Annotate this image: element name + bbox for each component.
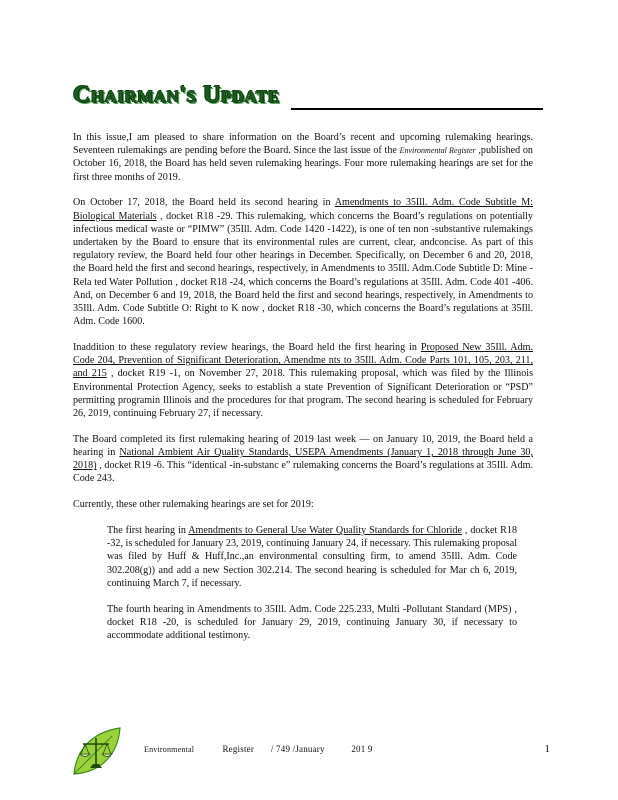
docket-link-r19-6[interactable]: National Ambient Air Quality Standards, USEPA Amendments (January 1, 2018 through June 30, 2018) [73, 447, 534, 472]
upcoming-hearings-list [73, 524, 533, 643]
footer-citation [144, 744, 373, 754]
docket-link-r19-1[interactable]: Proposed New 35Ill. Adm. Code 204, Prevention of Significant Deterioration, Amendme nts to 35Ill. Adm. Code Parts 101, 105, 203, 211, and 215 [73, 342, 533, 380]
banner-title: Chairman's Update [73, 82, 280, 108]
page-footer [70, 724, 550, 784]
paragraph-psd-hearing: Inaddition to these regulatory review hearings, the Board held the first hearing in Proposed New 35Ill. Adm. Code 204, Prevention of Significant Deterioration, Amendme nts to 35Ill. Adm. Code Parts 101, 105, 203, 211, and 215 , docket R19 -1, on November 27, 2018. This rulemaking proposal, which was filed by the Illinois Environmental Protection Agency, seeks to establish a state Prevention of Significant Deterioration or “PSD” permitting programin Illinois and the procedures for that program. The second hearing is scheduled for February 26, 2019, continuing February 27, if necessary. [73, 342, 533, 420]
footer-year: 201 9 [351, 744, 373, 754]
docket-link-r18-32[interactable]: Amendments to General Use Water Quality Standards for Chloride [188, 525, 462, 537]
list-item: The first hearing in Amendments to General Use Water Quality Standards for Chloride , docket R18 -32, is scheduled for January 23, 2019, continuing January 24, if necessary. This rulemaking proposal was filed by Huff & Huff,Inc.,an environmental consulting firm, to amend 35Ill. Adm. Code 302.208(g)) and add a new Section 302.214. The second hearing is scheduled for Mar ch 6, 2019, continuing March 7, if necessary. [107, 525, 518, 589]
footer-register: Register [222, 744, 255, 754]
footer-publication: Environmental [144, 745, 195, 754]
docket-link-r18-29[interactable]: Amendments to 35Ill. Adm. Code Subtitle M: Biological Materials [73, 197, 533, 222]
paragraph-october-hearings: On October 17, 2018, the Board held its second hearing in Amendments to 35Ill. Adm. Code Subtitle M: Biological Materials , docket R18 -29. This rulemaking, which concerns the Board’s regulations on potentially infectious medical waste or “PIMW” (35Ill. Adm. Code 1420 -1422), is one of ten non -substantive rulemakings undertaken by the Board to ensure that its environmental rules are current, clear, andconcise. As part of this regulatory review, the Board held four other hearings in December. Specifically, on December 6 and 20, 2018, the Board held the first and second hearings, respectively, in Amendments to 35Ill. Adm.Code Subtitle D: Mine -Rela ted Water Pollution , docket R18 -24, which concerns the Board’s regulations at 35Ill. Adm. Code 401 -406. And, on December 6 and 19, 2018, the Board held the first and second hearings, respectively, in Amendments to 35Ill. Adm. Code Subtitle O: Right to K now , docket R18 -30, which concerns the Board’s regulations at 35Ill. Adm. Code 1600. [73, 197, 533, 328]
page-number: 1 [544, 743, 550, 755]
footer-issue: / 749 /January [270, 744, 325, 754]
paragraph-naaqs-hearing: The Board completed its first rulemaking hearing of 2019 last week — on January 10, 2019, the Board held a hearing in National Ambient Air Quality Standards, USEPA Amendments (January 1, 2018 through June 30, 2018) , docket R19 -6. This “identical -in-substanc e” rulemaking concerns the Board’s regulations at 35Ill. Adm. Code 243. [73, 433, 534, 485]
article-body [73, 131, 533, 656]
justice-scales-leaf-logo-icon [70, 724, 124, 778]
publication-name: Environmental Register [399, 146, 476, 156]
paragraph-upcoming-intro: Currently, these other rulemaking hearings are set for 2019: [73, 499, 314, 511]
list-item: The fourth hearing in Amendments to 35Ill. Adm. Code 225.233, Multi -Pollutant Standard (MPS) , docket R18 -20, is scheduled for January 29, 2019, continuing January 30, if necessary to accommodate additional testimony. [107, 604, 517, 642]
chairmans-update-banner [73, 82, 543, 112]
paragraph-intro: In this issue,I am pleased to share information on the Board’s recent and upcoming rulemaking hearings. Seventeen rulemakings are pending before the Board. Since the last issue of the Environmental Register ,published on October 16, 2018, the Board has held seven rulemaking hearings. Four more rulemaking hearings are set for the first three months of 2019. [73, 132, 533, 183]
banner-rule [291, 108, 543, 110]
